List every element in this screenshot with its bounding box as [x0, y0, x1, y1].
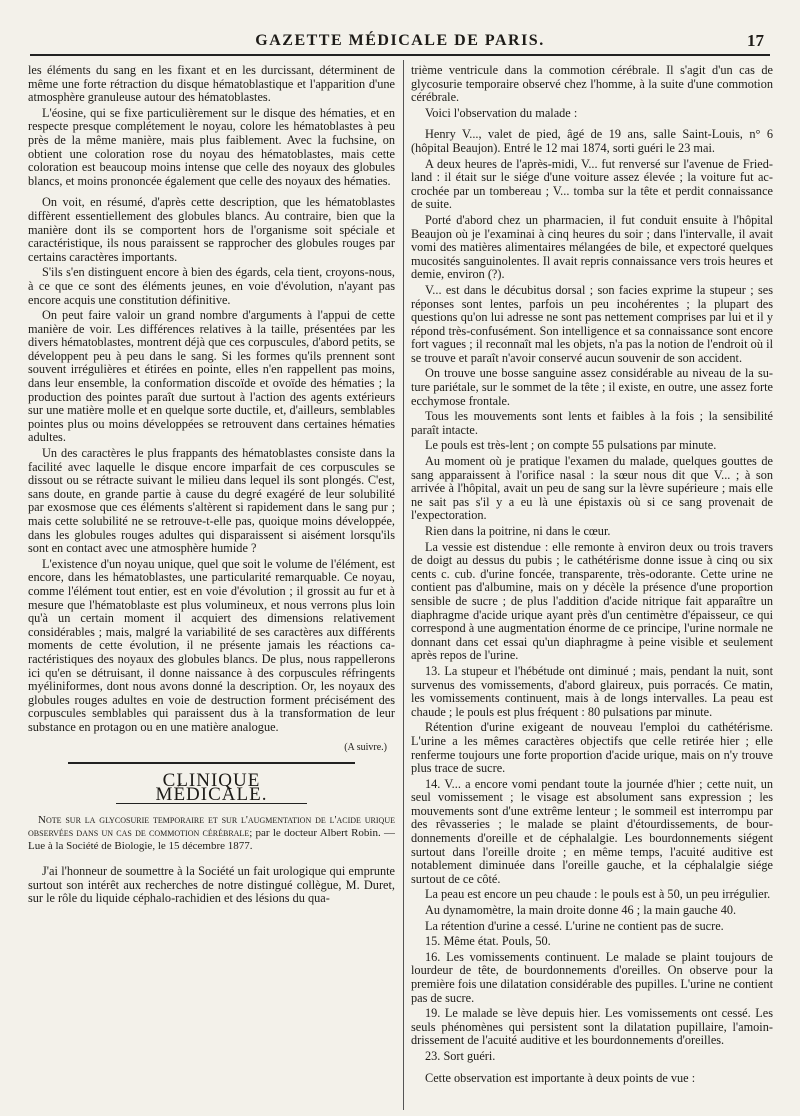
paragraph: La peau est encore un peu chaude : le pouls est à 50, un peu irrégulier. — [425, 887, 771, 902]
paragraph: Le pouls est très-lent ; on compte 55 pulsations par minute. — [425, 438, 717, 453]
paragraph: Porté d'abord chez un pharmacien, il fut conduit ensuite à l'hôpital Beaujon où je l'examinai à cinq heures du soir ; dans l'intervalle, il avait vomi des matières alimentaires mélangées de bile, et expectoré quelques mucosités sanguinolentes. Il avait repris connaissance vers trois heures et demie, environ (?). — [411, 212, 773, 282]
paragraph: trième ventricule dans la commotion cérébrale. Il s'agit d'un cas de glycosurie temporaire observé chez l'homme, à la suite d'une commotion cérébrale. — [411, 64, 773, 105]
to-be-continued: (A suivre.) — [344, 741, 387, 753]
paragraph: 16. Les vomissements continuent. Le malade se plaint toujours de lourdeur de tête, de bourdonnements d'oreilles. On observe pour la première fois une dilatation considérable des pupilles. L'urine ne contient pas de sucre. — [411, 949, 773, 1005]
paragraph: 15. Même état. Pouls, 50. — [425, 934, 551, 949]
page-header — [30, 30, 770, 56]
paragraph: Rien dans la poitrine, ni dans le cœur. — [425, 524, 611, 538]
column-divider — [403, 60, 404, 1110]
paragraph: L'existence d'un noyau unique, quel que soit le volume de l'élément, est encore, dans les hématoblastes, une particularité remarquable. Ce noyau, comme l'élément tout entier, est en voie d'évolution ; il grossit au fur et à mesure que l'hématoblaste est plus volumineux, et nous verrons plus loin qu'à un certain moment il acquiert des dimensions relativement considérables ; mais, malgré la variabilité de ses caractères aux différents moments de cette évolution, il ne présente jamais les réactions caractéristiques des noyaux des globules blancs. De plus, nous rappellerons ici qu'en se détruisant, il donne naissance à des corpuscules réfringents myéliniformes, dont nous avons donné la description. Or, les noyaux des globules rouges adultes en voie de destruction forment précisément des corpuscules semblables qui paraissent dus à la transformation de leur substance en protagon ou en une matière analogue. — [28, 556, 395, 734]
article-heading — [28, 814, 395, 853]
paragraph: Cette observation est importante à deux points de vue : — [425, 1070, 696, 1085]
article-title: Note sur la glycosurie temporaire et sur l'augmentation de l'acide urique observées dans un cas de commotion cérébrale — [28, 814, 395, 840]
paragraph: L'éosine, qui se fixe particulièrement sur le disque des hématies, et en respecte presque complétement le noyau, colore les hématoblastes à peu près de la même manière, mais plus faiblement. Avec la fuchsine, on obtient une coloration rose du noyau des hématoblastes, mais cette coloration est beaucoup moins intense que celle des noyaux des globules blancs, et moins prononcée également que celle des noyaux des hématies. — [28, 105, 395, 188]
paragraph: Un des caractères le plus frappants des hématoblastes consiste dans la facilité avec laquelle le disque encore imparfait de ces corpuscules se dissout ou se rétracte suivant le milieu dans lequel ils sont plongés. C'est, sans doute, en grande partie à cause du degré exagéré de leur solubilité par exosmose que ces éléments s'altèrent si rapidement dans le sang pur ; mais cette solubilité ne se retrouve-t-elle pas, quoique moins développée, dans les globules rouges adultes qui disparaissent si aisément lorsqu'ils sont en contact avec une atmosphère humide ? — [28, 446, 395, 556]
paragraph: Tous les mouvements sont lents et faibles à la fois ; la sensibilité paraît intacte. — [411, 409, 773, 437]
paragraph: Au moment où je pratique l'examen du malade, quelques gouttes de sang apparaissent à l'orifice nasal : la sœur nous dit que V... ; à son arrivée à l'hôpital, avait un peu de sang sur la lèvre supérieure ; mais elle ne sait pas s'il y a eu là une épistaxis où si ce sang provenait de l'expectoration. — [411, 454, 773, 523]
paragraph: A deux heures de l'après-midi, V... fut renversé sur l'avenue de Friedland : il était sur le siége d'une voiture assez élevée ; la voiture fut accrochée par un tombereau ; V... tomba sur la tête et perdit connaissance de suite. — [411, 156, 773, 212]
journal-title: GAZETTE MÉDICALE DE PARIS. — [255, 32, 545, 49]
paragraph: J'ai l'honneur de soumettre à la Société un fait urologique qui emprunte surtout son intérêt aux recherches de notre distingué collègue, M. Duret, sur le rôle du liquide céphalo-rachidien et des lésions du qua- — [28, 864, 395, 906]
paragraph: On peut faire valoir un grand nombre d'arguments à l'appui de cette manière de voir. Les différences relatives à la taille, présentées par les divers hématoblastes, montrent déjà que ces corpuscules, d'abord petits, se développent peu à peu dans le sang. Si les formes qu'ils prennent sont souvent irrégulières et étirées en pointe, elles n'en rappellent pas moins, dans leur ensemble, la conformation discoïde et ovoïde des hématies ; la production des pointes paraît due surtout à l'action des agents extérieurs sur une matière molle et en quelque sorte ductile, et, d'ailleurs, semblables pointes plus ou moins développées se retrouvent dans certaines hématies adultes. — [28, 308, 395, 445]
paragraph: Henry V..., valet de pied, âgé de 19 ans, salle Saint-Louis, n° 6 (hôpital Beaujon). Entré le 12 mai 1874, sorti guéri le 23 mai. — [411, 127, 773, 155]
page-number: 17 — [747, 31, 764, 50]
paragraph: V... est dans le décubitus dorsal ; son facies exprime la stupeur ; ses réponses sont lentes, parfois un peu incohérentes ; la plupart des questions qu'on lui adresse ne sont pas nettement comprises par lui et il y répond très-confusément. Son intelligence et sa connaissance sont encore fort vagues ; il reconnaît mal les objets, n'a pas la notion de l'endroit où il se trouve et paraît n'avoir conservé aucun souvenir de son accident. — [411, 282, 773, 365]
left-column — [28, 64, 395, 1110]
paragraph: Voici l'observation du malade : — [425, 105, 578, 120]
paragraph: On voit, en résumé, d'après cette description, que les hématoblastes diffèrent essentiellement des globules blancs. Au contraire, bien que la manière dont ils se comportent hors de l'organisme soit spéciale et caractéristique, ils nous paraissent se rapprocher des globules rouges par certains caractères importants. — [28, 195, 395, 264]
right-column — [411, 64, 773, 1110]
article-byline: ; par le docteur Albert Robin. — Lue à la Société de Biologie, le 15 décembre 1877. — [28, 827, 395, 853]
paragraph: S'ils s'en distinguent encore à bien des égards, cela tient, croyons-nous, à ce que ce sont des éléments jeunes, en voie d'évolution, n'ayant pas encore acquis une constitution définitive. — [28, 265, 395, 307]
paragraph: La vessie est distendue : elle remonte à environ deux ou trois travers de doigt au dessus du pubis ; le cathétérisme donne issue à cinq ou six cents c. cub. d'urine foncée, transparente, très-odorante. Cette urine ne contient pas d'albumine, mais on y décèle la présence d'une proportion sensible de sucre ; de plus l'addition d'acide nitrique fait apparaître un diaphragme d'acide urique ayant près d'un centimètre d'épaisseur, ce qui correspond à une augmentation énorme de ce principe, l'urine normale ne donnant dans cet essai qu'un diaphragme à peine visible et seulement après repos de l'urine. — [411, 539, 773, 663]
paragraph: 14. V... a encore vomi pendant toute la journée d'hier ; cette nuit, un seul vomissement ; le visage est absolument sans expression ; les mouvements sont d'une extrême lenteur ; le sommeil est interrompu par des rêvasseries ; le malade se plaint d'étourdissements, de bourdonnements d'oreille et de céphalalgie. Les bourdonnements siégent surtout dans l'oreille droite ; en même temps, l'acuité auditive est notablement diminuée dans l'oreille gauche, et la céphalalgie siége surtout de ce côté. — [411, 776, 773, 886]
paragraph: 13. La stupeur et l'hébétude ont diminué ; mais, pendant la nuit, sont survenus des vomissements, d'abord glaireux, puis porracés. Ce matin, les vomissements continuent, mais à de longs intervalles. La peau est chaude ; le pouls est plus fréquent : 80 pulsations par minute. — [411, 663, 773, 719]
paragraph: 19. Le malade se lève depuis hier. Les vomissements ont cessé. Les seuls phénomènes qui persistent sont la dilatation pupillaire, l'amoindrissement de l'acuité auditive et les bourdonnements d'oreilles. — [411, 1006, 773, 1048]
paragraph: La rétention d'urine a cessé. L'urine ne contient pas de sucre. — [425, 918, 724, 933]
section-title: CLINIQUE MÉDICALE. — [116, 774, 307, 804]
paragraph: Au dynamomètre, la main droite donne 46 ; la main gauche 40. — [425, 903, 737, 918]
paragraph: On trouve une bosse sanguine assez considérable au niveau de la suture pariétale, sur le sommet de la tête ; il existe, en outre, une assez forte ecchymose frontale. — [411, 366, 773, 408]
paragraph: les éléments du sang en les fixant et en les durcissant, déterminent de même une forte rétraction du disque hématoblastique et l'apparition d'une atmosphère granuleuse autour des hématoblastes. — [28, 64, 395, 105]
paragraph: Rétention d'urine exigeant de nouveau l'emploi du cathétérisme. L'urine a les mêmes caractères objectifs que celle retirée hier ; elle renferme toujours une forte proportion d'acide urique, mais on n'y trouve plus trace de sucre. — [411, 720, 773, 776]
paragraph: 23. Sort guéri. — [425, 1048, 496, 1063]
section-rule — [68, 762, 355, 764]
